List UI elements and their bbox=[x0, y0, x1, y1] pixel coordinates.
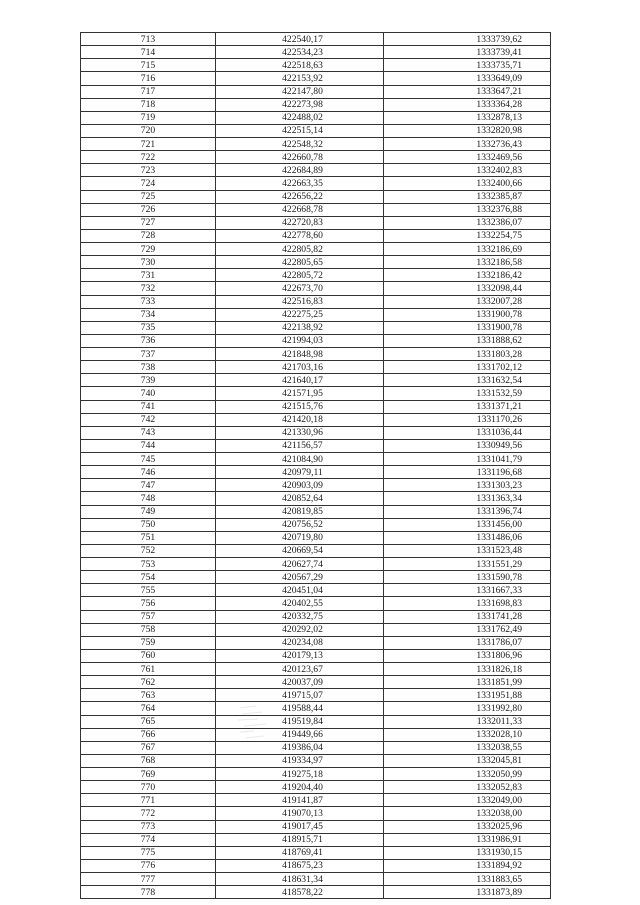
point-number-cell: 718 bbox=[81, 98, 216, 111]
y-coordinate-cell: 1332186,58 bbox=[384, 256, 551, 269]
point-number-cell: 722 bbox=[81, 151, 216, 164]
x-coordinate-cell: 422515,14 bbox=[216, 124, 384, 137]
point-number-cell: 733 bbox=[81, 295, 216, 308]
point-number-cell: 776 bbox=[81, 859, 216, 872]
table-row bbox=[81, 308, 551, 321]
x-coordinate-cell: 422805,65 bbox=[216, 256, 384, 269]
point-number-cell: 758 bbox=[81, 623, 216, 636]
point-number-cell: 751 bbox=[81, 531, 216, 544]
point-number-cell: 771 bbox=[81, 794, 216, 807]
table-row bbox=[81, 518, 551, 531]
point-number-cell: 714 bbox=[81, 46, 216, 59]
table-row bbox=[81, 610, 551, 623]
x-coordinate-cell: 422660,78 bbox=[216, 151, 384, 164]
table-row bbox=[81, 321, 551, 334]
x-coordinate-cell: 421994,03 bbox=[216, 334, 384, 347]
table-row bbox=[81, 453, 551, 466]
point-number-cell: 737 bbox=[81, 348, 216, 361]
table-row bbox=[81, 203, 551, 216]
x-coordinate-cell: 420979,11 bbox=[216, 466, 384, 479]
table-row bbox=[81, 269, 551, 282]
table-row bbox=[81, 124, 551, 137]
x-coordinate-cell: 420451,04 bbox=[216, 584, 384, 597]
y-coordinate-cell: 1331196,68 bbox=[384, 466, 551, 479]
x-coordinate-cell: 419141,87 bbox=[216, 794, 384, 807]
point-number-cell: 757 bbox=[81, 610, 216, 623]
table-row bbox=[81, 334, 551, 347]
y-coordinate-cell: 1332878,13 bbox=[384, 111, 551, 124]
table-row bbox=[81, 374, 551, 387]
x-coordinate-cell: 421515,76 bbox=[216, 400, 384, 413]
point-number-cell: 732 bbox=[81, 282, 216, 295]
y-coordinate-cell: 1332254,75 bbox=[384, 229, 551, 242]
x-coordinate-cell: 418915,71 bbox=[216, 833, 384, 846]
y-coordinate-cell: 1331667,33 bbox=[384, 584, 551, 597]
table-row bbox=[81, 164, 551, 177]
x-coordinate-cell: 418578,22 bbox=[216, 886, 384, 899]
table-row bbox=[81, 177, 551, 190]
table-row bbox=[81, 754, 551, 767]
point-number-cell: 767 bbox=[81, 741, 216, 754]
y-coordinate-cell: 1331873,89 bbox=[384, 886, 551, 899]
y-coordinate-cell: 1331170,26 bbox=[384, 413, 551, 426]
y-coordinate-cell: 1332186,42 bbox=[384, 269, 551, 282]
point-number-cell: 746 bbox=[81, 466, 216, 479]
y-coordinate-cell: 1331900,78 bbox=[384, 321, 551, 334]
point-number-cell: 726 bbox=[81, 203, 216, 216]
x-coordinate-cell: 422778,60 bbox=[216, 229, 384, 242]
x-coordinate-cell: 422147,80 bbox=[216, 85, 384, 98]
y-coordinate-cell: 1331894,92 bbox=[384, 859, 551, 872]
table-row bbox=[81, 361, 551, 374]
point-number-cell: 773 bbox=[81, 820, 216, 833]
table-row bbox=[81, 492, 551, 505]
y-coordinate-cell: 1331762,49 bbox=[384, 623, 551, 636]
y-coordinate-cell: 1331806,96 bbox=[384, 649, 551, 662]
table-row bbox=[81, 820, 551, 833]
y-coordinate-cell: 1331888,62 bbox=[384, 334, 551, 347]
table-row bbox=[81, 243, 551, 256]
x-coordinate-cell: 422488,02 bbox=[216, 111, 384, 124]
y-coordinate-cell: 1332098,44 bbox=[384, 282, 551, 295]
table-row bbox=[81, 584, 551, 597]
x-coordinate-cell: 420292,02 bbox=[216, 623, 384, 636]
point-number-cell: 720 bbox=[81, 124, 216, 137]
x-coordinate-cell: 420627,74 bbox=[216, 558, 384, 571]
x-coordinate-cell: 420852,64 bbox=[216, 492, 384, 505]
table-row bbox=[81, 702, 551, 715]
x-coordinate-cell: 422138,92 bbox=[216, 321, 384, 334]
table-row bbox=[81, 348, 551, 361]
point-number-cell: 741 bbox=[81, 400, 216, 413]
point-number-cell: 777 bbox=[81, 873, 216, 886]
y-coordinate-cell: 1332049,00 bbox=[384, 794, 551, 807]
y-coordinate-cell: 1332007,28 bbox=[384, 295, 551, 308]
x-coordinate-cell: 421084,90 bbox=[216, 453, 384, 466]
point-number-cell: 721 bbox=[81, 138, 216, 151]
x-coordinate-cell: 419715,07 bbox=[216, 689, 384, 702]
y-coordinate-cell: 1331986,91 bbox=[384, 833, 551, 846]
point-number-cell: 727 bbox=[81, 216, 216, 229]
y-coordinate-cell: 1331741,28 bbox=[384, 610, 551, 623]
table-row bbox=[81, 426, 551, 439]
table-row bbox=[81, 216, 551, 229]
table-row bbox=[81, 190, 551, 203]
point-number-cell: 766 bbox=[81, 728, 216, 741]
point-number-cell: 723 bbox=[81, 164, 216, 177]
y-coordinate-cell: 1331036,44 bbox=[384, 426, 551, 439]
y-coordinate-cell: 1333735,71 bbox=[384, 59, 551, 72]
y-coordinate-cell: 1331523,48 bbox=[384, 544, 551, 557]
y-coordinate-cell: 1331486,06 bbox=[384, 531, 551, 544]
y-coordinate-cell: 1332028,10 bbox=[384, 728, 551, 741]
coordinates-table-body bbox=[81, 33, 551, 899]
point-number-cell: 715 bbox=[81, 59, 216, 72]
table-row bbox=[81, 138, 551, 151]
point-number-cell: 734 bbox=[81, 308, 216, 321]
point-number-cell: 729 bbox=[81, 243, 216, 256]
y-coordinate-cell: 1331371,21 bbox=[384, 400, 551, 413]
y-coordinate-cell: 1331363,34 bbox=[384, 492, 551, 505]
point-number-cell: 731 bbox=[81, 269, 216, 282]
table-row bbox=[81, 676, 551, 689]
point-number-cell: 744 bbox=[81, 439, 216, 452]
x-coordinate-cell: 420669,54 bbox=[216, 544, 384, 557]
point-number-cell: 730 bbox=[81, 256, 216, 269]
point-number-cell: 756 bbox=[81, 597, 216, 610]
point-number-cell: 772 bbox=[81, 807, 216, 820]
y-coordinate-cell: 1332402,83 bbox=[384, 164, 551, 177]
table-row bbox=[81, 229, 551, 242]
x-coordinate-cell: 420819,85 bbox=[216, 505, 384, 518]
table-row bbox=[81, 72, 551, 85]
x-coordinate-cell: 420179,13 bbox=[216, 649, 384, 662]
table-row bbox=[81, 413, 551, 426]
point-number-cell: 742 bbox=[81, 413, 216, 426]
y-coordinate-cell: 1332052,83 bbox=[384, 781, 551, 794]
table-row bbox=[81, 649, 551, 662]
table-row bbox=[81, 439, 551, 452]
y-coordinate-cell: 1331900,78 bbox=[384, 308, 551, 321]
y-coordinate-cell: 1333739,62 bbox=[384, 33, 551, 46]
x-coordinate-cell: 418675,23 bbox=[216, 859, 384, 872]
y-coordinate-cell: 1332376,88 bbox=[384, 203, 551, 216]
y-coordinate-cell: 1331930,15 bbox=[384, 846, 551, 859]
table-row bbox=[81, 781, 551, 794]
table-row bbox=[81, 282, 551, 295]
table-row bbox=[81, 728, 551, 741]
x-coordinate-cell: 422684,89 bbox=[216, 164, 384, 177]
table-row bbox=[81, 873, 551, 886]
point-number-cell: 775 bbox=[81, 846, 216, 859]
y-coordinate-cell: 1331303,23 bbox=[384, 479, 551, 492]
table-row bbox=[81, 256, 551, 269]
x-coordinate-cell: 422548,32 bbox=[216, 138, 384, 151]
y-coordinate-cell: 1331883,65 bbox=[384, 873, 551, 886]
x-coordinate-cell: 419588,44 bbox=[216, 702, 384, 715]
y-coordinate-cell: 1333739,41 bbox=[384, 46, 551, 59]
y-coordinate-cell: 1331456,00 bbox=[384, 518, 551, 531]
table-row bbox=[81, 387, 551, 400]
y-coordinate-cell: 1331590,78 bbox=[384, 571, 551, 584]
table-row bbox=[81, 715, 551, 728]
x-coordinate-cell: 418769,41 bbox=[216, 846, 384, 859]
x-coordinate-cell: 420567,29 bbox=[216, 571, 384, 584]
x-coordinate-cell: 420719,80 bbox=[216, 531, 384, 544]
table-row bbox=[81, 886, 551, 899]
x-coordinate-cell: 419519,84 bbox=[216, 715, 384, 728]
point-number-cell: 764 bbox=[81, 702, 216, 715]
y-coordinate-cell: 1332045,81 bbox=[384, 754, 551, 767]
table-row bbox=[81, 111, 551, 124]
point-number-cell: 765 bbox=[81, 715, 216, 728]
point-number-cell: 719 bbox=[81, 111, 216, 124]
x-coordinate-cell: 422275,25 bbox=[216, 308, 384, 321]
y-coordinate-cell: 1332025,96 bbox=[384, 820, 551, 833]
y-coordinate-cell: 1330949,56 bbox=[384, 439, 551, 452]
table-row bbox=[81, 741, 551, 754]
table-row bbox=[81, 46, 551, 59]
x-coordinate-cell: 421156,57 bbox=[216, 439, 384, 452]
point-number-cell: 747 bbox=[81, 479, 216, 492]
point-number-cell: 724 bbox=[81, 177, 216, 190]
point-number-cell: 745 bbox=[81, 453, 216, 466]
x-coordinate-cell: 422534,23 bbox=[216, 46, 384, 59]
x-coordinate-cell: 420037,09 bbox=[216, 676, 384, 689]
point-number-cell: 743 bbox=[81, 426, 216, 439]
table-row bbox=[81, 544, 551, 557]
x-coordinate-cell: 422153,92 bbox=[216, 72, 384, 85]
y-coordinate-cell: 1332011,33 bbox=[384, 715, 551, 728]
point-number-cell: 759 bbox=[81, 636, 216, 649]
point-number-cell: 770 bbox=[81, 781, 216, 794]
x-coordinate-cell: 421330,96 bbox=[216, 426, 384, 439]
x-coordinate-cell: 421420,18 bbox=[216, 413, 384, 426]
x-coordinate-cell: 422656,22 bbox=[216, 190, 384, 203]
y-coordinate-cell: 1332386,07 bbox=[384, 216, 551, 229]
x-coordinate-cell: 419070,13 bbox=[216, 807, 384, 820]
point-number-cell: 713 bbox=[81, 33, 216, 46]
y-coordinate-cell: 1331551,29 bbox=[384, 558, 551, 571]
point-number-cell: 738 bbox=[81, 361, 216, 374]
x-coordinate-cell: 420402,55 bbox=[216, 597, 384, 610]
x-coordinate-cell: 422516,83 bbox=[216, 295, 384, 308]
x-coordinate-cell: 419275,18 bbox=[216, 768, 384, 781]
coordinates-table bbox=[80, 32, 551, 899]
point-number-cell: 748 bbox=[81, 492, 216, 505]
table-row bbox=[81, 295, 551, 308]
point-number-cell: 754 bbox=[81, 571, 216, 584]
x-coordinate-cell: 422518,63 bbox=[216, 59, 384, 72]
point-number-cell: 739 bbox=[81, 374, 216, 387]
table-row bbox=[81, 846, 551, 859]
x-coordinate-cell: 421640,17 bbox=[216, 374, 384, 387]
point-number-cell: 768 bbox=[81, 754, 216, 767]
table-row bbox=[81, 663, 551, 676]
y-coordinate-cell: 1332050,99 bbox=[384, 768, 551, 781]
point-number-cell: 725 bbox=[81, 190, 216, 203]
y-coordinate-cell: 1332038,00 bbox=[384, 807, 551, 820]
table-row bbox=[81, 505, 551, 518]
point-number-cell: 735 bbox=[81, 321, 216, 334]
x-coordinate-cell: 420903,09 bbox=[216, 479, 384, 492]
point-number-cell: 716 bbox=[81, 72, 216, 85]
x-coordinate-cell: 419386,04 bbox=[216, 741, 384, 754]
y-coordinate-cell: 1333647,21 bbox=[384, 85, 551, 98]
x-coordinate-cell: 422720,83 bbox=[216, 216, 384, 229]
point-number-cell: 750 bbox=[81, 518, 216, 531]
point-number-cell: 749 bbox=[81, 505, 216, 518]
y-coordinate-cell: 1331992,80 bbox=[384, 702, 551, 715]
x-coordinate-cell: 419204,40 bbox=[216, 781, 384, 794]
y-coordinate-cell: 1331396,74 bbox=[384, 505, 551, 518]
y-coordinate-cell: 1331702,12 bbox=[384, 361, 551, 374]
x-coordinate-cell: 419449,66 bbox=[216, 728, 384, 741]
point-number-cell: 740 bbox=[81, 387, 216, 400]
table-row bbox=[81, 571, 551, 584]
table-row bbox=[81, 98, 551, 111]
point-number-cell: 755 bbox=[81, 584, 216, 597]
table-row bbox=[81, 833, 551, 846]
table-row bbox=[81, 623, 551, 636]
table-row bbox=[81, 531, 551, 544]
y-coordinate-cell: 1331041,79 bbox=[384, 453, 551, 466]
table-row bbox=[81, 794, 551, 807]
table-row bbox=[81, 33, 551, 46]
table-row bbox=[81, 59, 551, 72]
x-coordinate-cell: 419334,97 bbox=[216, 754, 384, 767]
point-number-cell: 769 bbox=[81, 768, 216, 781]
x-coordinate-cell: 422805,72 bbox=[216, 269, 384, 282]
y-coordinate-cell: 1331803,28 bbox=[384, 348, 551, 361]
y-coordinate-cell: 1332820,98 bbox=[384, 124, 551, 137]
y-coordinate-cell: 1332736,43 bbox=[384, 138, 551, 151]
table-row bbox=[81, 85, 551, 98]
x-coordinate-cell: 422273,98 bbox=[216, 98, 384, 111]
x-coordinate-cell: 420123,67 bbox=[216, 663, 384, 676]
y-coordinate-cell: 1333649,09 bbox=[384, 72, 551, 85]
point-number-cell: 717 bbox=[81, 85, 216, 98]
table-row bbox=[81, 466, 551, 479]
x-coordinate-cell: 418631,34 bbox=[216, 873, 384, 886]
point-number-cell: 736 bbox=[81, 334, 216, 347]
y-coordinate-cell: 1332469,56 bbox=[384, 151, 551, 164]
y-coordinate-cell: 1331532,59 bbox=[384, 387, 551, 400]
x-coordinate-cell: 422663,35 bbox=[216, 177, 384, 190]
x-coordinate-cell: 422540,17 bbox=[216, 33, 384, 46]
point-number-cell: 728 bbox=[81, 229, 216, 242]
x-coordinate-cell: 421848,98 bbox=[216, 348, 384, 361]
x-coordinate-cell: 421571,95 bbox=[216, 387, 384, 400]
table-row bbox=[81, 400, 551, 413]
y-coordinate-cell: 1331632,54 bbox=[384, 374, 551, 387]
point-number-cell: 753 bbox=[81, 558, 216, 571]
y-coordinate-cell: 1332038,55 bbox=[384, 741, 551, 754]
point-number-cell: 752 bbox=[81, 544, 216, 557]
x-coordinate-cell: 422673,70 bbox=[216, 282, 384, 295]
table-row bbox=[81, 768, 551, 781]
table-row bbox=[81, 689, 551, 702]
point-number-cell: 763 bbox=[81, 689, 216, 702]
x-coordinate-cell: 420756,52 bbox=[216, 518, 384, 531]
x-coordinate-cell: 420234,08 bbox=[216, 636, 384, 649]
point-number-cell: 760 bbox=[81, 649, 216, 662]
y-coordinate-cell: 1331698,83 bbox=[384, 597, 551, 610]
point-number-cell: 778 bbox=[81, 886, 216, 899]
table-row bbox=[81, 479, 551, 492]
y-coordinate-cell: 1331826,18 bbox=[384, 663, 551, 676]
point-number-cell: 774 bbox=[81, 833, 216, 846]
y-coordinate-cell: 1332186,69 bbox=[384, 243, 551, 256]
table-row bbox=[81, 151, 551, 164]
point-number-cell: 761 bbox=[81, 663, 216, 676]
y-coordinate-cell: 1332400,66 bbox=[384, 177, 551, 190]
table-row bbox=[81, 807, 551, 820]
y-coordinate-cell: 1331851,99 bbox=[384, 676, 551, 689]
x-coordinate-cell: 422668,78 bbox=[216, 203, 384, 216]
table-row bbox=[81, 558, 551, 571]
table-row bbox=[81, 636, 551, 649]
table-row bbox=[81, 597, 551, 610]
y-coordinate-cell: 1332385,87 bbox=[384, 190, 551, 203]
point-number-cell: 762 bbox=[81, 676, 216, 689]
y-coordinate-cell: 1331951,88 bbox=[384, 689, 551, 702]
x-coordinate-cell: 420332,75 bbox=[216, 610, 384, 623]
table-row bbox=[81, 859, 551, 872]
x-coordinate-cell: 419017,45 bbox=[216, 820, 384, 833]
y-coordinate-cell: 1333364,28 bbox=[384, 98, 551, 111]
x-coordinate-cell: 421703,16 bbox=[216, 361, 384, 374]
y-coordinate-cell: 1331786,07 bbox=[384, 636, 551, 649]
x-coordinate-cell: 422805,82 bbox=[216, 243, 384, 256]
